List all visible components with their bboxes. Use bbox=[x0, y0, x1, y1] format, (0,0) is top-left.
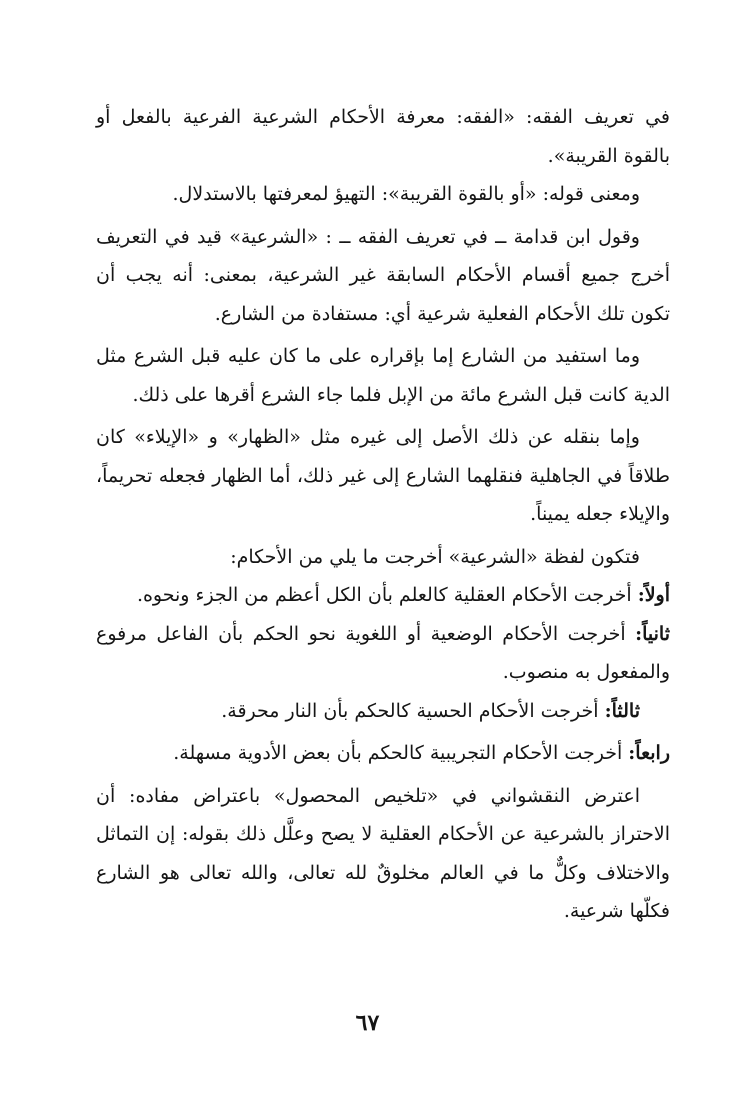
list-item-lead: ثانياً: bbox=[635, 622, 670, 645]
paragraph-by-approval bbox=[96, 337, 670, 414]
list-item-first bbox=[96, 576, 670, 615]
list-item-lead: ثالثاً: bbox=[604, 699, 640, 722]
body-text bbox=[96, 98, 670, 931]
list-item-text: أخرجت الأحكام الحسية كالحكم بأن النار محرقة. bbox=[221, 699, 605, 722]
list-item-text: أخرجت الأحكام الوضعية أو اللغوية نحو الحكم بأن الفاعل مرفوع والمفعول به منصوب. bbox=[96, 622, 670, 683]
page-number: ٦٧ bbox=[355, 1010, 380, 1036]
paragraph-naqshawani-objection bbox=[96, 777, 670, 931]
list-item-text: أخرجت الأحكام العقلية كالعلم بأن الكل أعظم من الجزء ونحوه. bbox=[136, 584, 638, 606]
paragraph-text: وإما بنقله عن ذلك الأصل إلى غيره مثل «الظهار» و «الإيلاء» كان طلاقاً في الجاهلية فنقلهما الشارع إلى غير ذلك، أما الظهار فجعله تحريماً، والإيلاء جعله يميناً. bbox=[96, 426, 670, 525]
paragraph-text: وما استفيد من الشارع إما بإقراره على ما كان عليه قبل الشرع مثل الدية كانت قبل الشرع مائة من الإبل فلما جاء الشرع أقرها على ذلك. bbox=[96, 345, 670, 406]
list-item-third bbox=[96, 692, 670, 731]
paragraph-text: وقول ابن قدامة ــ في تعريف الفقه ــ : «الشرعية» قيد في التعريف أخرج جميع أقسام الأحكام السابقة غير الشرعية، بمعنى: أنه يجب أن تكون تلك الأحكام الفعلية شرعية أي: مستفادة من الشارع. bbox=[96, 225, 670, 325]
list-item-fourth bbox=[96, 734, 670, 773]
paragraph-text: اعترض النقشواني في «تلخيص المحصول» باعتراض مفاده: أن الاحتراز بالشرعية عن الأحكام العقلية لا يصح وعلَّل ذلك بقوله: إن التماثل والاختلاف وكلٌّ ما في العالم مخلوقٌ لله تعالى، والله تعالى هو الشارع فكلّها شرعية. bbox=[96, 784, 670, 922]
list-item-text: أخرجت الأحكام التجريبية كالحكم بأن بعض الأدوية مسهلة. bbox=[173, 742, 629, 764]
paragraph-ibn-qudama bbox=[96, 218, 670, 334]
paragraph-text: فتكون لفظة «الشرعية» أخرجت ما يلي من الأحكام: bbox=[230, 545, 640, 568]
paragraph-meaning-of-near-capacity bbox=[96, 175, 670, 214]
list-item-lead: أولاً: bbox=[637, 584, 670, 606]
paragraph-text: ومعنى قوله: «أو بالقوة القريبة»: التهيؤ لمعرفتها بالاستدلال. bbox=[172, 183, 640, 205]
paragraph-text: في تعريف الفقه: «الفقه: معرفة الأحكام الشرعية الفرعية بالفعل أو بالقوة القريبة». bbox=[96, 106, 670, 167]
paragraph-fiqh-definition bbox=[96, 98, 670, 175]
list-item-lead: رابعاً: bbox=[628, 742, 670, 764]
list-item-second bbox=[96, 615, 670, 692]
paragraph-excluded-rulings-intro bbox=[96, 538, 670, 577]
paragraph-by-transfer bbox=[96, 418, 670, 534]
